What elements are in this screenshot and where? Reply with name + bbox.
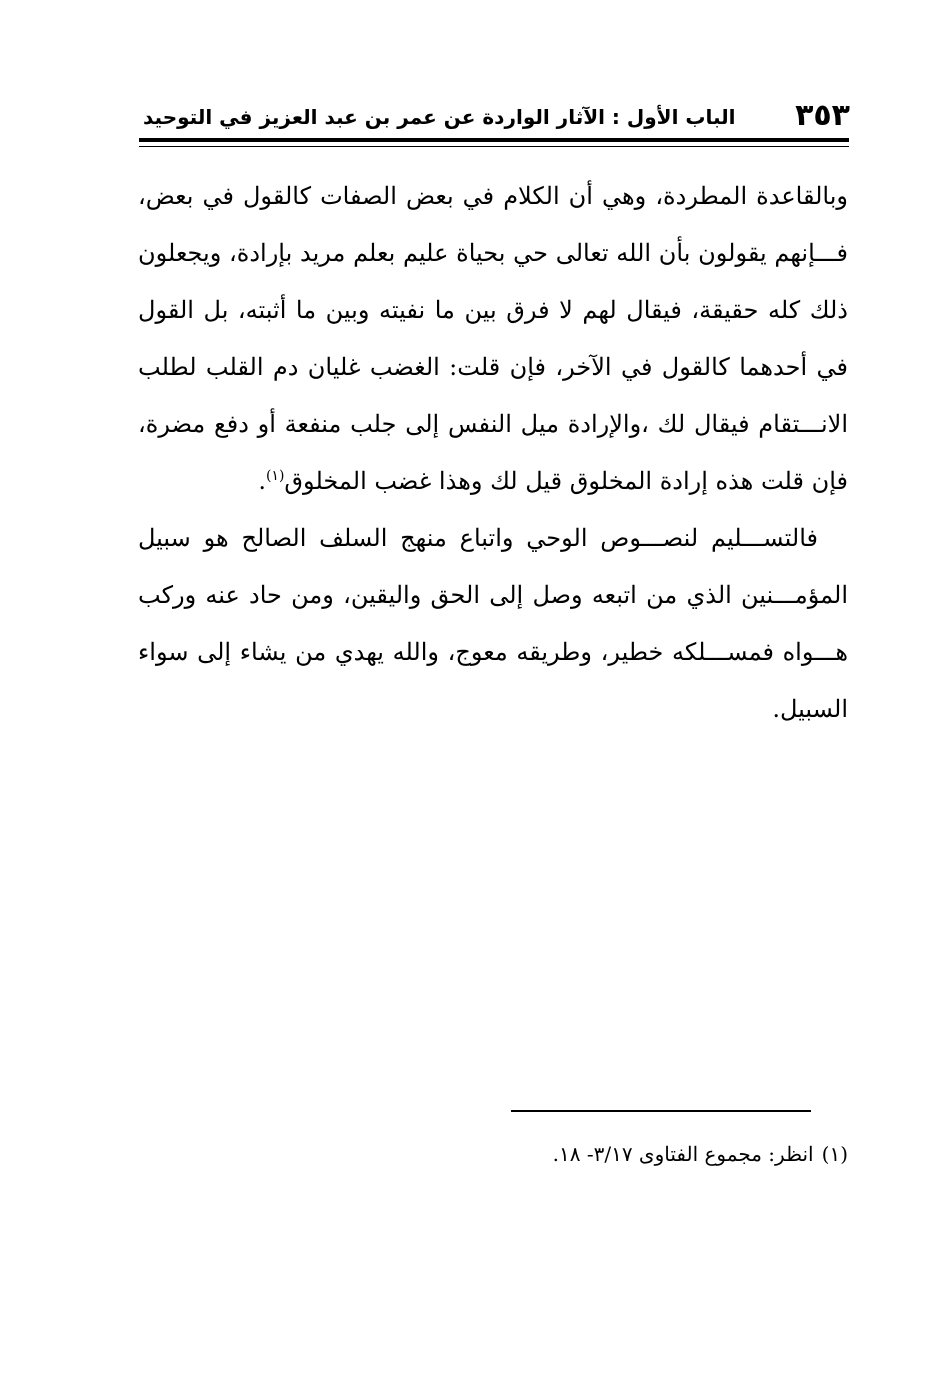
footnote-separator	[511, 1110, 811, 1112]
paragraph-text: وبالقاعدة المطردة، وهي أن الكلام في بعض الصفات كالقول في بعض، فـــإنهم يقولون بأن الله تعالى حي بحياة عليم بعلم مريد بإرادة، ويجعلون ذلك كله حقيقة، فيقال لهم لا فرق بين ما نفيته وبين ما أثبته، بل القول في أحدهما كالقول في الآخر، فإن قلت: الغضب غليان دم القلب لطلب الانـــتقام فيقال لك ،والإرادة ميل النفس إلى جلب منفعة أو دفع مضرة، فإن قلت هذه إرادة المخلوق قيل لك وهذا غضب المخلوق	[138, 182, 848, 495]
main-text	[138, 168, 848, 738]
paragraph: فالتســـليم لنصـــوص الوحي واتباع منهج السلف الصالح هو سبيل المؤمـــنين الذي من اتبعه وصل إلى الحق واليقين، ومن حاد عنه وركب هـــواه فمســـلكه خطير، وطريقه معوج، والله يهدي من يشاء إلى سواء السبيل.	[138, 524, 848, 723]
footnote-reference[interactable]: (١)	[265, 468, 285, 484]
running-title: الباب الأول : الآثار الواردة عن عمر بن عبد العزيز في التوحيد	[143, 105, 736, 129]
footnote	[148, 1138, 848, 1170]
page-header	[0, 98, 946, 138]
footnote-marker: (١)	[821, 1142, 848, 1166]
page-number: ٣٥٣	[795, 98, 850, 133]
header-rule-thick	[139, 138, 849, 142]
header-rule-thin	[139, 146, 849, 147]
footnote-text: انظر: مجموع الفتاوى ٣/١٧- ١٨.	[552, 1142, 814, 1166]
paragraph-end-punctuation: .	[258, 467, 266, 495]
paragraph	[138, 168, 848, 510]
